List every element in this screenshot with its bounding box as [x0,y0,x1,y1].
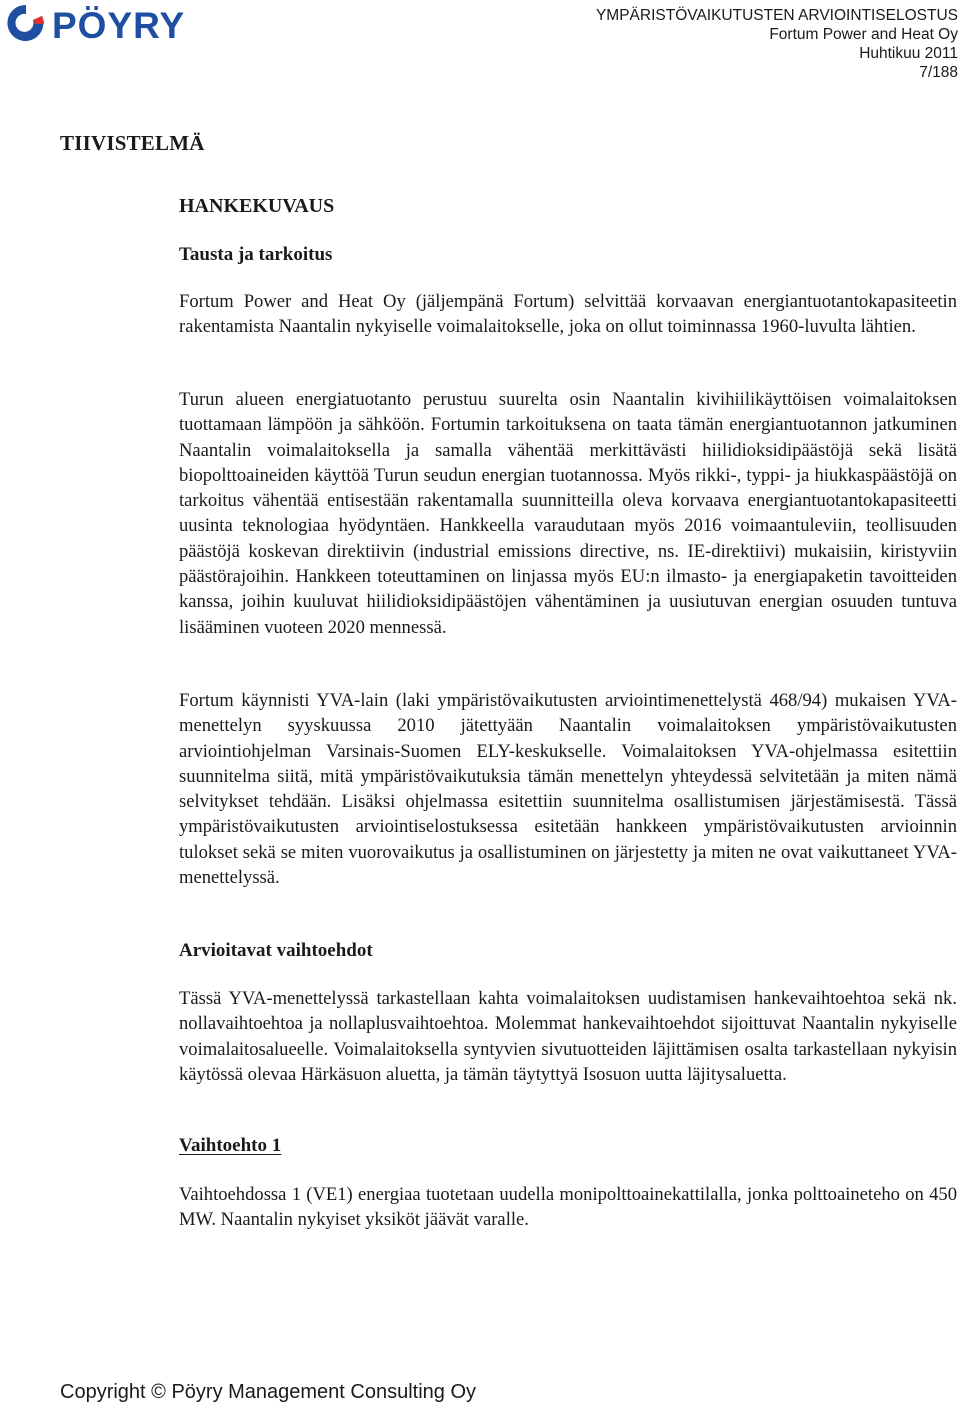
paragraph: Turun alueen energiatuotanto perustuu suurelta osin Naantalin kivihiilikäyttöisen voimalaitoksen tuottamaan lämpöön ja sähköön. Fortumin tarkoituksena on taata tämän energiantuotannon jatkuminen Naantalin voimalaitoksella ja samalla vähentää merkittävästi hiilidioksidipäästöjä sekä lisätä biopolttoaineiden käyttöä Turun seudun energian tuotannossa. Myös rikki-, typpi- ja hiukkaspäästöjä on tarkoitus vähentää entisestään rakentamalla suunnitteilla oleva korvaava energiantuotantokapasiteetti uusinta teknologiaa hyödyntäen. Hankkeella varaudutaan myös 2016 voimaantuleviin, teollisuuden päästöjä koskevan direktiivin (industrial emissions directive, ns. IE-direktiivi) mukaisiin, kiristyviin päästörajoihin. Hankkeen toteuttaminen on linjassa myös EU:n ilmasto- ja energiapaketin tavoitteiden kanssa, joihin kuuluvat hiilidioksidipäästöjen vähentäminen ja uusiutuvan energian osuuden tuntuva lisääminen vuoteen 2020 mennessä. [179,389,957,638]
company-name: Fortum Power and Heat Oy [769,26,958,43]
document-title: TIIVISTELMÄ [60,131,205,155]
alternative-heading-ve1: Vaihtoehto 1 [179,1135,282,1156]
poyry-logo [2,2,247,44]
page-header-info [596,6,958,82]
report-date: Huhtikuu 2011 [859,45,958,62]
paragraph: Vaihtoehdossa 1 (VE1) energiaa tuotetaan uudella monipolttoainekattilalla, jonka polttoaineteho on 450 MW. Naantalin nykyiset yksiköt jäävät varalle. [179,1184,957,1231]
paragraph: Fortum käynnisti YVA-lain (laki ympäristövaikutusten arviointimenettelystä 468/94) mukaisen YVA-menettelyn syyskuussa 2010 jätettyään Naantalin voimalaitoksen ympäristövaikutusten arviointiohjelman Varsinais-Suomen ELY-keskukselle. Voimalaitoksen YVA-ohjelmassa esitettiin suunnitelma siitä, mitä ympäristövaikutuksia tämän menettelyn yhteydessä selvitetään ja miten nämä selvitykset tehdään. Lisäksi ohjelmassa esitettiin suunnitelma osallistumisen järjestämisestä. Tässä ympäristövaikutusten arviointiselostuksessa esitetään hankkeen ympäristövaikutusten arvioinnin tulokset sekä se miten vuorovaikutus ja osallistuminen on järjestetty ja miten ne ovat vaikuttaneet YVA-menettelyssä. [179,690,957,889]
report-title: YMPÄRISTÖVAIKUTUSTEN ARVIOINTISELOSTUS [595,7,958,24]
subsection-heading-tausta: Tausta ja tarkoitus [179,244,333,265]
paragraph: Tässä YVA-menettelyssä tarkastellaan kahta voimalaitoksen uudistamisen hankevaihtoehtoa sekä nk. nollavaihtoehtoa ja nollaplusvaihtoehtoa. Molemmat hankevaihtoehdot sijoittuvat Naantalin nykyiselle voimalaitosalueelle. Voimalaitoksella syntyvien sivutuotteiden läjittämisen osalta tarkastellaan nykyisin käytössä olevaa Härkäsuon aluetta, ja tämän täytyttyä Isosuon uutta läjitysaluetta. [179,988,957,1085]
poyry-logo-mark [2,2,247,44]
paragraph: Fortum Power and Heat Oy (jäljempänä Fortum) selvittää korvaavan energiantuotantokapasiteetin rakentamista Naantalin nykyiselle voimalaitokselle, joka on ollut toiminnassa 1960-luvulta lähtien. [179,291,957,338]
subsection-heading-vaihtoehdot: Arvioitavat vaihtoehdot [179,940,373,961]
page-number: 7/188 [919,64,958,81]
logo-wordmark: PÖYRY [52,5,186,44]
section-heading-hankekuvaus: HANKEKUVAUS [179,195,335,217]
page-footer-copyright: Copyright © Pöyry Management Consulting Oy [60,1381,477,1403]
